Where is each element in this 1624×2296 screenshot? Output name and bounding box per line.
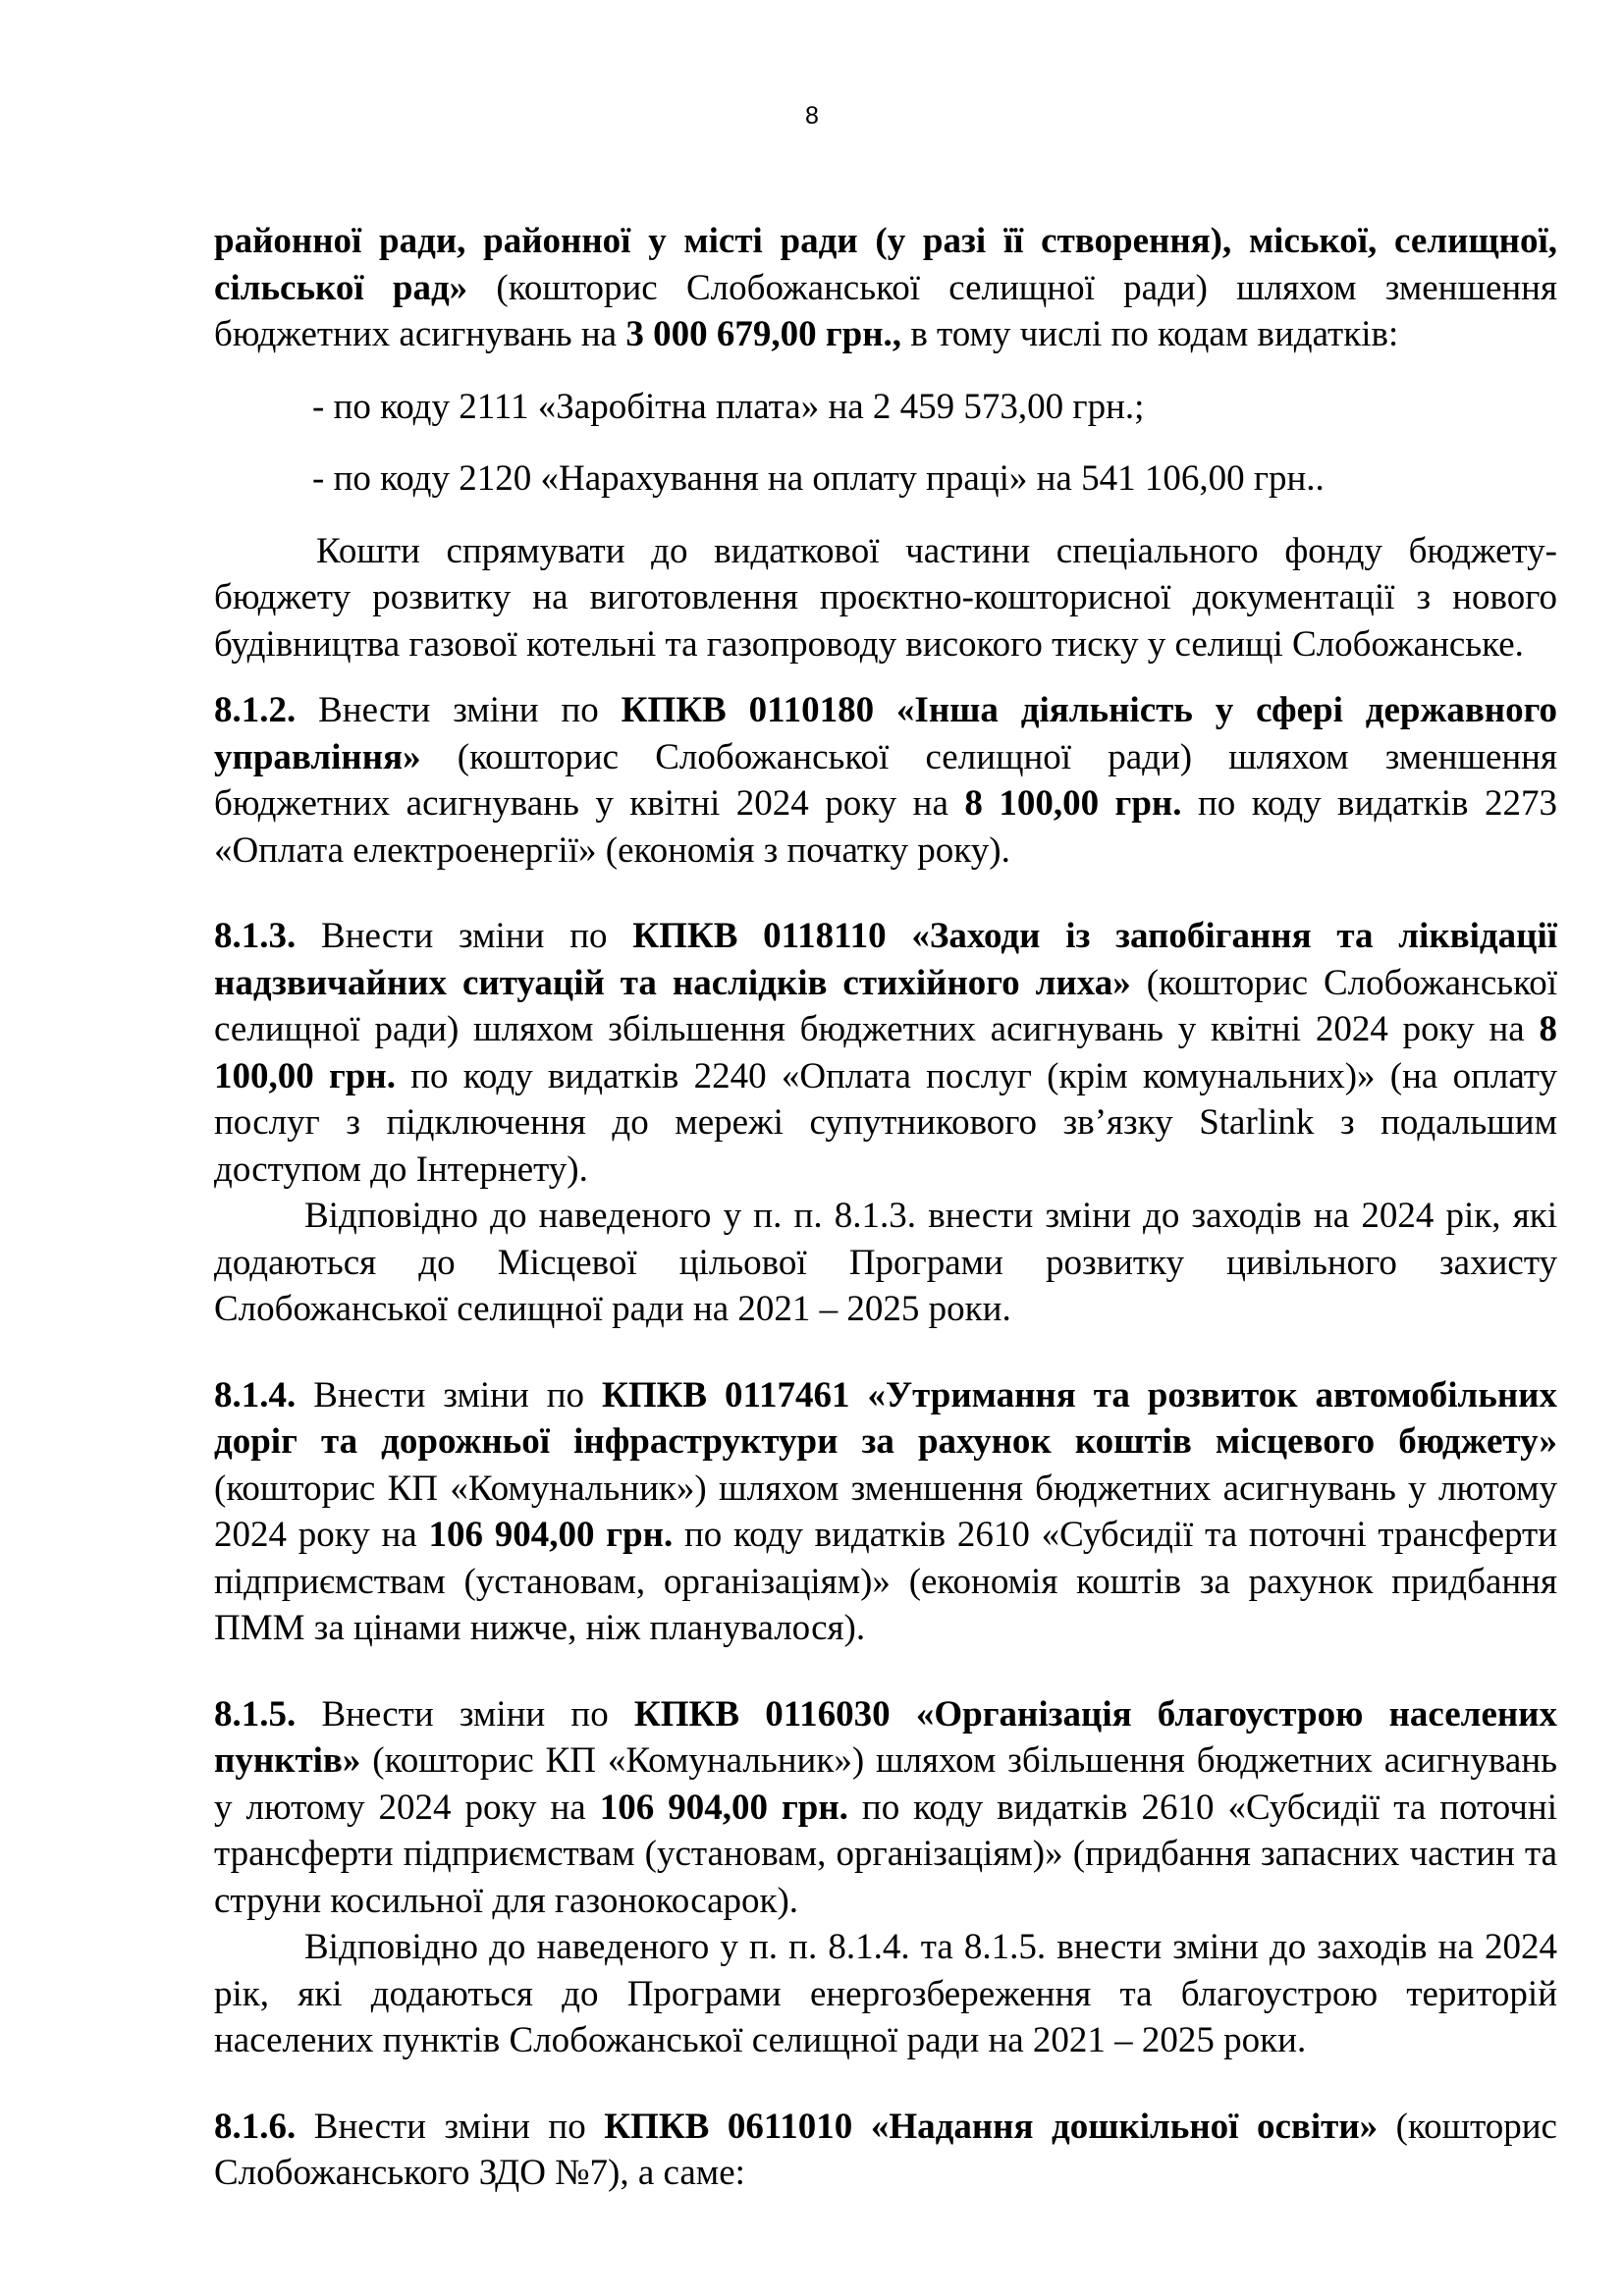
- text: (кошторис КП «Комунальник») шляхом збільшення бюджетних асигнувань у лютому 2024 року на: [214, 1740, 1557, 1828]
- section-8-1-4: [214, 1372, 1557, 1652]
- amount-bold: 8 100,00 грн.: [964, 783, 1182, 824]
- paragraph-continuation: [214, 218, 1557, 358]
- text: (кошторис Слобожанської селищної ради) шляхом зменшення бюджетних асигнувань у квітні 2024 року на: [214, 736, 1557, 824]
- kpkv-title: КПКВ 0611010 «Надання дошкільної освіти»: [604, 2106, 1379, 2147]
- kpkv-title: КПКВ 0118110 «Заходи із запобігання та ліквідації надзвичайних ситуацій та наслідків стихійного лиха»: [214, 916, 1558, 1003]
- bold-text: районної ради, районної у місті ради (у разі її створення), міської, селищної, сільської рад»: [214, 221, 1557, 308]
- section-8-1-5: [214, 1691, 1557, 1925]
- list-item: - по коду 2120 «Нарахування на оплату праці» на 541 106,00 грн..: [312, 458, 1325, 499]
- list-item: - по коду 2111 «Заробітна плата» на 2 459 573,00 грн.;: [312, 386, 1145, 427]
- kpkv-title: КПКВ 0117461 «Утримання та розвиток автомобільних доріг та дорожньої інфраструктури за рахунок коштів місцевого бюджету»: [214, 1374, 1557, 1462]
- text: (кошторис Слобожанської селищної ради) шляхом зменшення бюджетних асигнувань на: [214, 267, 1558, 354]
- section-number: 8.1.5.: [214, 1693, 297, 1735]
- section-8-1-3-followup: Відповідно до наведеного у п. п. 8.1.3. внести зміни до заходів на 2024 рік, які додаються до Місцевої цільової Програми розвитку цивільного захисту Слобожанської селищної ради на 2021 – 2025 роки.: [214, 1196, 1557, 1329]
- section-number: 8.1.3.: [214, 916, 297, 956]
- text: (кошторис Слобожанського ЗДО №7), а саме:: [214, 2106, 1557, 2193]
- amount-bold: 106 904,00 грн.: [599, 1787, 848, 1828]
- section-8-1-5-followup: Відповідно до наведеного у п. п. 8.1.4. та 8.1.5. внести зміни до заходів на 2024 рік, які додаються до Програми енергозбереження та благоустрою територій населених пунктів Слобожанської селищної ради на 2021 – 2025 роки.: [214, 1927, 1557, 2060]
- text: по коду видатків 2610 «Субсидії та поточні трансферти підприємствам (установам, організаціям)» (економія коштів за рахунок придбання ПММ за цінами нижче, ніж планувалося).: [214, 1515, 1557, 1648]
- section-8-1-2: [214, 687, 1557, 874]
- kpkv-title: КПКВ 0110180 «Інша діяльність у сфері державного управління»: [214, 690, 1557, 777]
- section-8-1-6: [214, 2104, 1557, 2197]
- text: (кошторис КП «Комунальник») шляхом зменшення бюджетних асигнувань у лютому 2024 року на: [214, 1468, 1557, 1555]
- text: в тому числі по кодам видатків:: [901, 314, 1399, 354]
- amount-bold: 106 904,00 грн.: [428, 1515, 674, 1555]
- text: по коду видатків 2273 «Оплата електроенергії» (економія з початку року).: [214, 783, 1557, 871]
- text: Внести зміни по: [296, 1693, 634, 1735]
- document-body: [214, 218, 1557, 2197]
- amount-bold: 3 000 679,00 грн.,: [625, 314, 902, 354]
- text: Внести зміни по: [296, 1374, 602, 1415]
- page-number: 8: [805, 102, 819, 130]
- text: (кошторис Слобожанської селищної ради) шляхом збільшення бюджетних асигнувань у квітні 2024 року на: [214, 962, 1557, 1049]
- text: по коду видатків 2240 «Оплата послуг (крім комунальних)» (на оплату послуг з підключення до мережі супутникового зв’язку Starlink з подальшим доступом до Інтернету).: [214, 1055, 1557, 1190]
- section-number: 8.1.2.: [214, 690, 297, 730]
- section-number: 8.1.4.: [214, 1374, 297, 1415]
- text: Внести зміни по: [296, 916, 633, 956]
- text: Внести зміни по: [296, 2106, 605, 2147]
- section-number: 8.1.6.: [214, 2106, 297, 2147]
- kpkv-title: КПКВ 0116030 «Організація благоустрою населених пунктів»: [214, 1693, 1557, 1781]
- amount-bold: 8 100,00 грн.: [214, 1009, 1557, 1096]
- paragraph-funds: Кошти спрямувати до видаткової частини спеціального фонду бюджету-бюджету розвитку на виготовлення проєктно-кошторисної документації з нового будівництва газової котельні та газопроводу високого тиску у селищі Слобожанське.: [214, 530, 1557, 665]
- text: Внести зміни по: [296, 690, 622, 730]
- section-8-1-3: [214, 913, 1557, 1193]
- text: по коду видатків 2610 «Субсидії та поточні трансферти підприємствам (установам, організаціям)» (придбання запасних частин та струни косильної для газонокосарок).: [214, 1787, 1557, 1921]
